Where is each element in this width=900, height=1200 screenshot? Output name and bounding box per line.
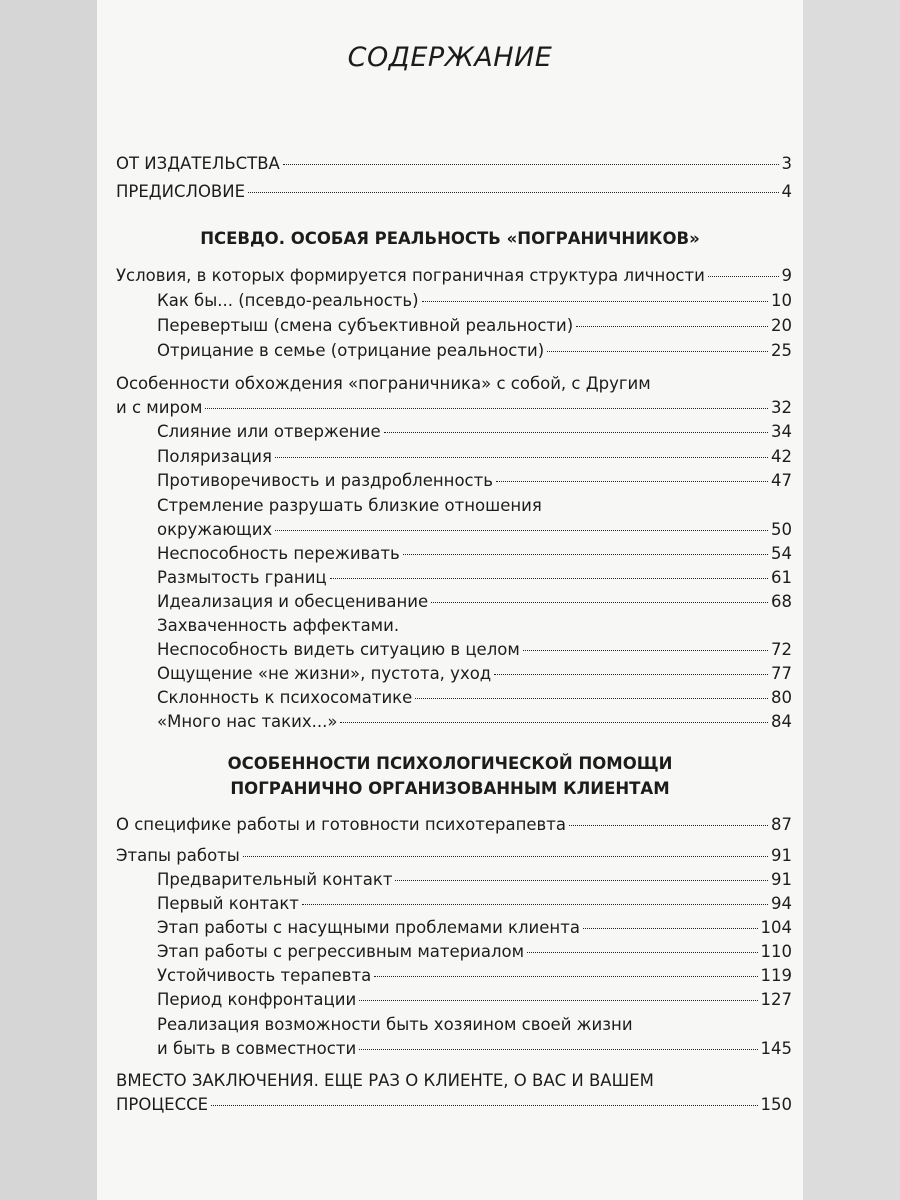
toc-leader: [302, 904, 768, 905]
toc-leader: [283, 164, 779, 165]
toc-leader: [330, 578, 768, 579]
toc-leader: [415, 698, 768, 699]
part-heading-line2: ПОГРАНИЧНО ОРГАНИЗОВАННЫМ КЛИЕНТАМ: [230, 779, 670, 798]
toc-leader: [576, 326, 768, 327]
toc-entry-section[interactable]: [157, 421, 792, 443]
toc-leader: [359, 1000, 757, 1001]
toc-page-number: 42: [771, 447, 792, 466]
toc-page-number: 3: [781, 154, 792, 173]
toc-leader: [374, 976, 757, 977]
toc-leader: [275, 457, 768, 458]
toc-page-number: 80: [771, 688, 792, 707]
toc-entry-section[interactable]: [157, 1038, 792, 1060]
toc-entry-section[interactable]: [157, 290, 792, 312]
toc-entry-text-line1: ВМЕСТО ЗАКЛЮЧЕНИЯ. ЕЩЕ РАЗ О КЛИЕНТЕ, О ВАС И ВАШЕМ: [116, 1071, 654, 1090]
toc-entry-section[interactable]: [157, 567, 792, 589]
toc-entry-section[interactable]: [157, 470, 792, 492]
toc-page-number: 25: [771, 341, 792, 360]
toc-entry-section[interactable]: [157, 869, 792, 891]
toc-page-number: 61: [771, 568, 792, 587]
toc-entry-text: Перевертыш (смена субъективной реальности): [157, 316, 574, 335]
toc-page-number: 47: [771, 471, 792, 490]
toc-leader: [422, 301, 768, 302]
page-title: СОДЕРЖАНИЕ: [347, 42, 553, 73]
toc-page-number: 10: [771, 291, 792, 310]
toc-page-number: 32: [771, 398, 792, 417]
toc-entry-text: Поляризация: [157, 447, 272, 466]
toc-entry-text: Неспособность переживать: [157, 544, 400, 563]
toc-page-number: 34: [771, 422, 792, 441]
toc-leader: [547, 351, 768, 352]
toc-leader: [248, 192, 778, 193]
toc-entry-text: Идеализация и обесценивание: [157, 592, 429, 611]
toc-leader: [496, 481, 768, 482]
toc-page-number: 145: [760, 1039, 792, 1058]
toc-entry-text-line1: Реализация возможности быть хозяином своей жизни: [157, 1015, 633, 1034]
toc-entry-text: и быть в совместности: [157, 1039, 357, 1058]
toc-page-number: 9: [781, 266, 792, 285]
toc-page-number: 54: [771, 544, 792, 563]
toc-page-number: 84: [771, 712, 792, 731]
toc-entry-section[interactable]: [157, 639, 792, 661]
toc-leader: [243, 856, 768, 857]
toc-page-number: 72: [771, 640, 792, 659]
toc-leader: [205, 408, 768, 409]
toc-page-number: 104: [760, 918, 792, 937]
toc-entry-text: окружающих: [157, 520, 273, 539]
toc-entry-text: ОТ ИЗДАТЕЛЬСТВА: [116, 154, 280, 173]
toc-leader: [403, 554, 768, 555]
toc-page-number: 77: [771, 664, 792, 683]
toc-leader: [395, 880, 768, 881]
toc-page-number: 150: [760, 1095, 792, 1114]
toc-entry-text: О специфике работы и готовности психотерапевта: [116, 815, 567, 834]
toc-entry-text: и с миром: [116, 398, 203, 417]
toc-entry-section[interactable]: [157, 663, 792, 685]
toc-entry-section[interactable]: [157, 519, 792, 541]
toc-leader: [527, 952, 757, 953]
toc-leader: [340, 722, 768, 723]
part-heading-line1: ОСОБЕННОСТИ ПСИХОЛОГИЧЕСКОЙ ПОМОЩИ: [227, 754, 673, 773]
toc-entry-section[interactable]: [157, 989, 792, 1011]
toc-leader: [569, 825, 768, 826]
toc-entry-section[interactable]: [157, 917, 792, 939]
toc-entry-chapter[interactable]: [116, 265, 792, 287]
toc-entry-section[interactable]: [157, 965, 792, 987]
toc-page-number: 91: [771, 870, 792, 889]
toc-entry-section[interactable]: [157, 687, 792, 709]
toc-entry-section[interactable]: [157, 893, 792, 915]
toc-page-number: 127: [760, 990, 792, 1009]
toc-entry-text: Первый контакт: [157, 894, 299, 913]
toc-entry-text: Слияние или отвержение: [157, 422, 381, 441]
toc-page-number: 50: [771, 520, 792, 539]
toc-entry-publisher[interactable]: [116, 153, 792, 175]
toc-entry-text: Этап работы с насущными проблемами клиента: [157, 918, 580, 937]
page-margin-right: [803, 0, 900, 1200]
toc-leader: [431, 602, 768, 603]
toc-entry-text: «Много нас таких...»: [157, 712, 338, 731]
toc-entry-section[interactable]: [157, 591, 792, 613]
toc-entry-text: Как бы... (псевдо-реальность): [157, 291, 419, 310]
toc-entry-closing[interactable]: [116, 1094, 792, 1116]
toc-entry-chapter[interactable]: [116, 845, 792, 867]
toc-entry-text: Этап работы с регрессивным материалом: [157, 942, 525, 961]
part-heading: ПСЕВДО. ОСОБАЯ РЕАЛЬНОСТЬ «ПОГРАНИЧНИКОВ»: [200, 229, 700, 248]
toc-entry-text: ПРОЦЕССЕ: [116, 1095, 209, 1114]
toc-page-number: 4: [781, 182, 792, 201]
toc-page-number: 94: [771, 894, 792, 913]
toc-entry-section[interactable]: [157, 340, 792, 362]
toc-entry-text: Устойчивость терапевта: [157, 966, 372, 985]
toc-entry-section[interactable]: [157, 941, 792, 963]
toc-page-number: 110: [760, 942, 792, 961]
toc-entry-text-line1: Стремление разрушать близкие отношения: [157, 496, 542, 515]
toc-entry-section[interactable]: [157, 543, 792, 565]
toc-leader: [275, 530, 768, 531]
toc-page-number: 20: [771, 316, 792, 335]
toc-entry-text: Этапы работы: [116, 846, 240, 865]
toc-entry-section-nopage[interactable]: Захваченность аффектами.: [157, 616, 400, 635]
toc-leader: [708, 276, 779, 277]
toc-leader: [494, 674, 768, 675]
toc-entry-text: Условия, в которых формируется пограничная структура личности: [116, 266, 705, 285]
toc-entry-text: Размытость границ: [157, 568, 327, 587]
toc-entry-text-line1: Особенности обхождения «пограничника» с собой, с Другим: [116, 374, 651, 393]
toc-page-number: 91: [771, 846, 792, 865]
toc-entry-section[interactable]: [157, 711, 792, 733]
toc-entry-text: Неспособность видеть ситуацию в целом: [157, 640, 520, 659]
toc-entry-text: Предварительный контакт: [157, 870, 393, 889]
toc-entry-preface[interactable]: [116, 181, 792, 203]
toc-leader: [583, 928, 758, 929]
toc-page-number: 87: [771, 815, 792, 834]
toc-entry-chapter[interactable]: [116, 814, 792, 836]
toc-leader: [211, 1105, 757, 1106]
toc-entry-text: Противоречивость и раздробленность: [157, 471, 493, 490]
toc-page-number: 119: [760, 966, 792, 985]
toc-entry-text: ПРЕДИСЛОВИЕ: [116, 182, 246, 201]
toc-leader: [523, 650, 768, 651]
page-margin-left: [0, 0, 97, 1200]
toc-page-number: 68: [771, 592, 792, 611]
toc-entry-section[interactable]: [157, 446, 792, 468]
toc-entry-text: Отрицание в семье (отрицание реальности): [157, 341, 545, 360]
toc-entry-chapter[interactable]: [116, 397, 792, 419]
toc-entry-text: Ощущение «не жизни», пустота, уход: [157, 664, 492, 683]
toc-leader: [384, 432, 768, 433]
toc-leader: [359, 1049, 757, 1050]
toc-entry-text: Период конфронтации: [157, 990, 357, 1009]
toc-entry-section[interactable]: [157, 315, 792, 337]
toc-entry-text: Склонность к психосоматике: [157, 688, 413, 707]
